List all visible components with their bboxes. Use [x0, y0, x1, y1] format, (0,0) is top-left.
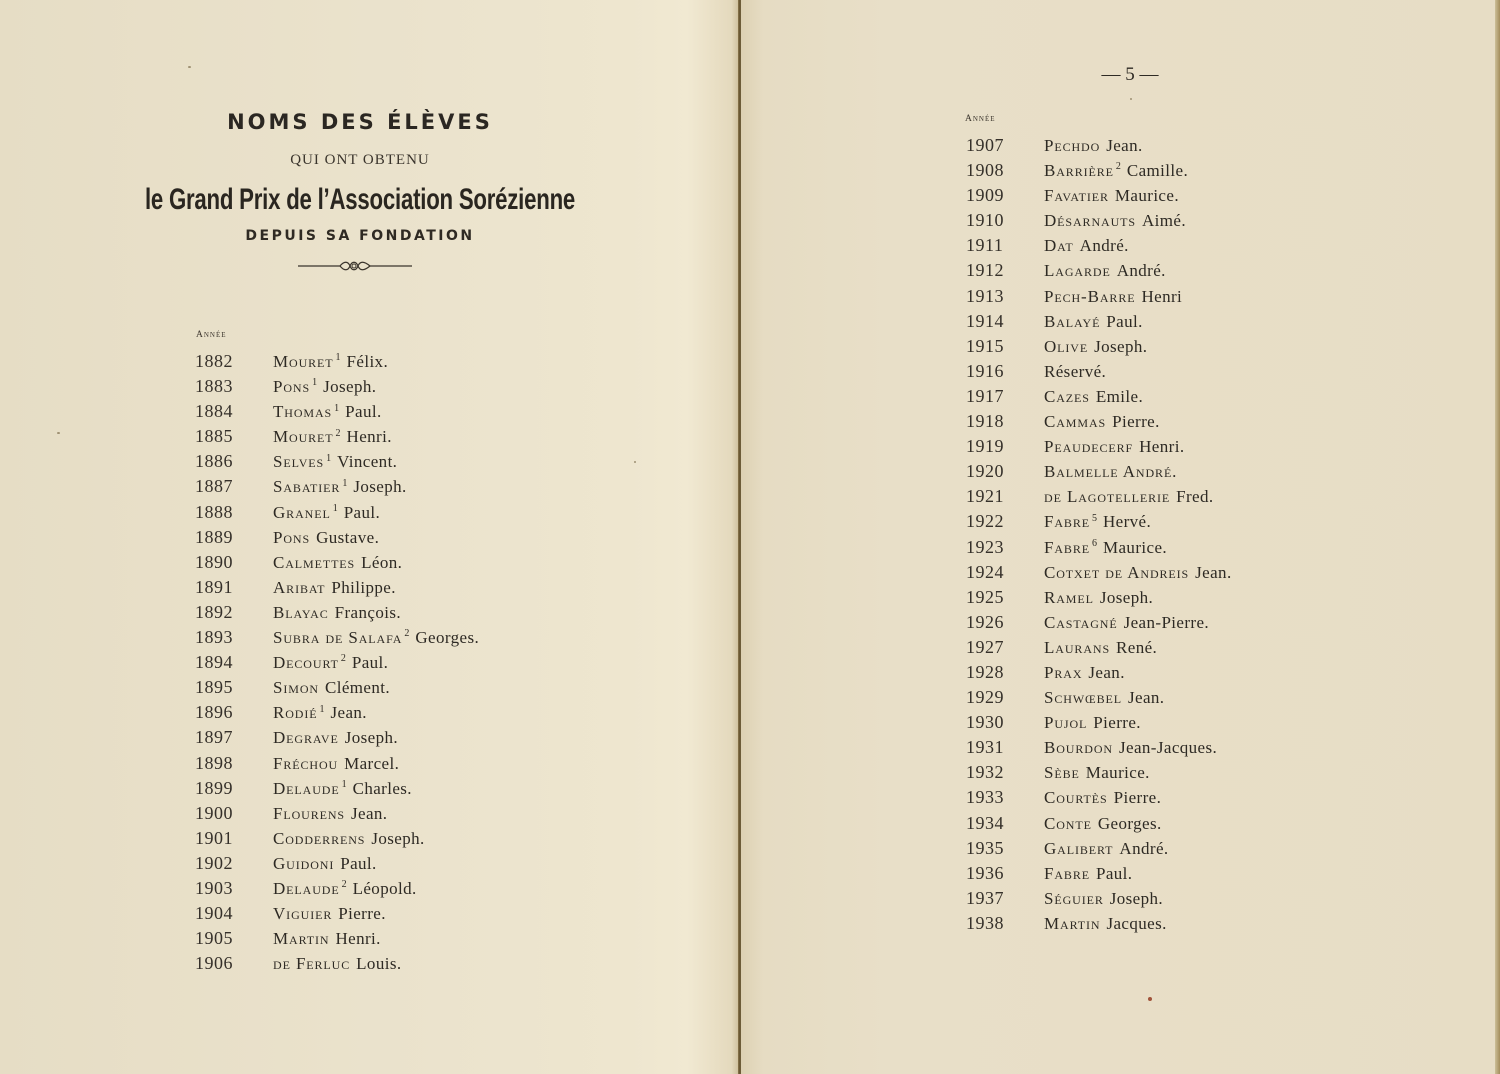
entry-year: 1914 — [966, 310, 1004, 331]
entry-name — [1044, 208, 1186, 233]
entry-given-name: Pierre. — [338, 904, 386, 924]
heading-grand-prix: le Grand Prix de l’Association Sorézienne — [144, 183, 576, 216]
entry-given-name: Jean. — [1106, 136, 1143, 155]
entry-name — [1044, 560, 1232, 585]
entry-surname: Galibert — [1044, 838, 1114, 858]
entry-name — [1044, 785, 1161, 810]
entry-footnote-marker: 2 — [341, 879, 347, 891]
entry-surname: Cazes — [1044, 386, 1090, 406]
heading-qui-ont-obtenu: QUI ONT OBTENU — [290, 152, 430, 168]
entry-surname: Favatier — [1044, 186, 1109, 206]
entry-name — [273, 926, 381, 951]
entry-given-name: Léon. — [361, 552, 403, 572]
entry-year: 1930 — [966, 712, 1004, 733]
entry-surname: Calmettes — [273, 552, 356, 572]
entry-name — [1044, 610, 1209, 635]
left-page — [0, 0, 739, 1074]
entry-given-name: Georges. — [1097, 813, 1162, 833]
entry-surname: Pechdo — [1044, 136, 1101, 155]
entry-surname: Fabre — [1044, 863, 1090, 883]
entry-year: 1892 — [195, 601, 233, 622]
entry-given-name: Paul. — [1095, 863, 1133, 883]
entry-name — [1044, 133, 1143, 158]
entry-given-name: Joseph. — [323, 377, 377, 397]
entry-footnote-marker: 5 — [1091, 512, 1097, 524]
entry-surname: Delaude — [273, 778, 340, 798]
entry-name — [1044, 836, 1169, 861]
entry-year: 1889 — [195, 526, 233, 547]
entry-footnote-marker: 1 — [332, 502, 338, 514]
entry-surname: Viguier — [273, 904, 333, 924]
entry-given-name: François. — [334, 602, 402, 622]
entry-year: 1908 — [966, 160, 1004, 181]
entry-surname: Ramel — [1044, 587, 1094, 607]
paper-speck — [1130, 98, 1132, 100]
entry-surname: Pujol — [1044, 713, 1088, 733]
entry-surname: Laurans — [1044, 637, 1111, 657]
entry-surname: Prax — [1044, 662, 1083, 682]
entry-given-name: Jean. — [1128, 688, 1165, 708]
entry-surname: Subra de Salafa — [273, 628, 403, 648]
entry-given-name: Jacques. — [1106, 913, 1167, 933]
entry-year: 1921 — [966, 486, 1004, 507]
entry-year: 1926 — [966, 611, 1004, 632]
entry-surname: Rodié — [273, 703, 318, 723]
entry-surname: Cotxet de Andreis — [1044, 562, 1190, 582]
entry-name — [1044, 585, 1153, 610]
entry-year: 1911 — [966, 235, 1004, 256]
entry-given-name: André. — [1119, 838, 1169, 858]
entry-given-name: Paul. — [343, 502, 381, 522]
entry-name — [1044, 183, 1179, 208]
paper-speck — [188, 66, 191, 68]
entry-name — [273, 650, 388, 675]
entry-surname: Dat — [1044, 236, 1074, 256]
entry-year: 1896 — [195, 702, 233, 723]
entry-year: 1933 — [966, 787, 1004, 808]
heading-depuis-sa-fondation: DEPUIS SA FONDATION — [245, 228, 475, 244]
entry-year: 1928 — [966, 661, 1004, 682]
entry-footnote-marker: 2 — [1115, 161, 1121, 173]
column-label-annee: Année — [965, 114, 996, 124]
entry-given-name: Philippe. — [331, 577, 396, 597]
entry-name — [273, 424, 392, 449]
entry-surname: Delaude — [273, 878, 340, 898]
entry-year: 1905 — [195, 928, 233, 949]
entry-given-name: Joseph. — [1099, 587, 1154, 607]
entry-given-name: Paul. — [340, 853, 377, 873]
entry-surname: Pech-Barre — [1044, 286, 1136, 306]
entry-year: 1886 — [195, 451, 233, 472]
entry-given-name: Léopold. — [352, 878, 417, 898]
entry-given-name: Jean. — [351, 803, 388, 823]
entry-name — [273, 575, 396, 600]
entry-surname: Balmelle André. — [1044, 462, 1178, 482]
entry-year: 1923 — [966, 536, 1004, 557]
entry-surname: Courtès — [1044, 788, 1108, 808]
entry-surname: Peaudecerf — [1044, 437, 1134, 457]
entry-year: 1916 — [966, 360, 1004, 381]
entry-surname: Balayé — [1044, 311, 1101, 331]
entry-surname: Selves — [273, 452, 325, 472]
entry-footnote-marker: 6 — [1091, 537, 1097, 549]
page-number: — 5 — — [1101, 64, 1159, 85]
entry-footnote-marker: 1 — [334, 402, 340, 414]
entry-surname: Castagné — [1044, 612, 1118, 632]
entry-footnote-marker: 1 — [319, 703, 325, 715]
entry-name — [1044, 233, 1129, 258]
entry-surname: Thomas — [273, 402, 333, 422]
entry-year: 1888 — [195, 501, 233, 522]
entry-name — [273, 700, 367, 725]
entry-year: 1901 — [195, 827, 233, 848]
entry-year: 1934 — [966, 812, 1004, 833]
entry-year: 1937 — [966, 887, 1004, 908]
entry-surname: Sèbe — [1044, 763, 1080, 783]
entry-given-name: Emile. — [1095, 386, 1144, 406]
entry-name — [1044, 911, 1167, 936]
entry-surname: Martin — [1044, 913, 1101, 933]
entry-name — [273, 500, 380, 525]
entry-year: 1906 — [195, 953, 233, 974]
entry-name — [1044, 384, 1143, 409]
entry-surname: de Lagotellerie — [1044, 487, 1171, 507]
entry-name — [273, 675, 390, 700]
entry-name — [273, 851, 377, 876]
entry-name — [273, 901, 386, 926]
entry-surname: Flourens — [273, 803, 345, 823]
entry-footnote-marker: 1 — [335, 352, 341, 364]
entry-surname: Fabre — [1044, 512, 1090, 532]
entry-year: 1907 — [966, 135, 1004, 155]
heading-noms-des-eleves: NOMS DES ÉLÈVES — [227, 110, 493, 134]
entry-year: 1899 — [195, 777, 233, 798]
entry-year: 1920 — [966, 461, 1004, 482]
entry-name — [273, 951, 402, 976]
entry-year: 1912 — [966, 260, 1004, 281]
entry-footnote-marker: 1 — [342, 477, 348, 489]
entry-given-name: Joseph. — [1094, 336, 1148, 356]
entry-name — [273, 349, 388, 374]
entry-name — [1044, 535, 1167, 560]
entry-given-name: Pierre. — [1112, 412, 1160, 432]
entry-year: 1885 — [195, 426, 233, 447]
entry-year: 1929 — [966, 687, 1004, 708]
entry-given-name: Jean. — [1088, 662, 1125, 682]
entry-surname: Désarnauts — [1044, 211, 1136, 231]
entry-year: 1935 — [966, 837, 1004, 858]
entry-name — [273, 776, 412, 801]
entry-year: 1893 — [195, 627, 233, 648]
entry-year: 1931 — [966, 737, 1004, 758]
entry-year: 1900 — [195, 802, 233, 823]
entry-year: 1915 — [966, 335, 1004, 356]
entry-name — [273, 600, 401, 625]
entry-given-name: Henri. — [346, 427, 392, 447]
entry-given-name: André. — [1116, 261, 1166, 281]
paper-speck — [1148, 997, 1152, 1001]
entry-given-name: Joseph. — [344, 728, 399, 748]
entry-name — [273, 525, 379, 550]
entry-name — [1044, 760, 1150, 785]
column-label-annee: Année — [196, 330, 227, 340]
entry-given-name: Aimé. — [1141, 211, 1186, 231]
entry-year: 1903 — [195, 877, 233, 898]
entry-given-name: Joseph. — [1109, 888, 1164, 908]
entry-given-name: Jean-Jacques. — [1118, 738, 1218, 758]
entry-year: 1913 — [966, 285, 1004, 306]
entry-surname: Decourt — [273, 653, 339, 673]
entry-surname: Blayac — [273, 602, 329, 622]
entry-year: 1917 — [966, 385, 1004, 406]
entry-name — [1044, 434, 1184, 459]
entry-name — [1044, 158, 1188, 183]
entry-year: 1897 — [195, 727, 233, 748]
entry-surname: Guidoni — [273, 853, 335, 873]
entry-given-name: Fred. — [1176, 487, 1214, 507]
entry-year: 1898 — [195, 752, 233, 773]
entry-year: 1891 — [195, 576, 233, 597]
entry-year: 1927 — [966, 636, 1004, 657]
entry-surname: Fabre — [1044, 537, 1090, 557]
entry-year: 1902 — [195, 852, 233, 873]
entry-name — [273, 449, 397, 474]
entry-footnote-marker: 1 — [312, 377, 318, 389]
entry-given-name: Maurice. — [1085, 763, 1150, 783]
entry-given-name: Maurice. — [1102, 537, 1168, 557]
entry-given-name: Maurice. — [1114, 186, 1179, 206]
entry-footnote-marker: 2 — [335, 427, 341, 439]
entry-given-name: Pierre. — [1093, 713, 1141, 733]
entry-year: 1895 — [195, 677, 233, 698]
entry-year: 1883 — [195, 376, 233, 397]
entry-year: 1924 — [966, 561, 1004, 582]
entry-given-name: Jean-Pierre. — [1123, 612, 1210, 632]
entry-name — [1044, 811, 1162, 836]
entry-surname: Barrière — [1044, 161, 1114, 181]
entry-name — [1044, 309, 1143, 334]
entry-name — [1044, 484, 1214, 509]
entry-name — [1044, 284, 1182, 309]
entry-year: 1936 — [966, 862, 1004, 883]
entry-surname: Granel — [273, 502, 331, 522]
entry-given-name: Pierre. — [1113, 788, 1162, 808]
entry-name — [273, 876, 417, 901]
entry-footnote-marker: 1 — [341, 778, 347, 790]
entry-given-name: André. — [1079, 236, 1129, 256]
entry-year: 1904 — [195, 903, 233, 924]
paper-speck — [57, 432, 60, 434]
entry-surname: Simon — [273, 678, 319, 698]
entry-given-name: Paul. — [345, 402, 382, 422]
entry-surname: Sabatier — [273, 477, 341, 497]
entry-year: 1909 — [966, 185, 1004, 206]
entry-surname: Cammas — [1044, 412, 1107, 432]
entry-given-name: Joseph. — [353, 477, 407, 497]
entry-surname: Pons — [273, 527, 311, 547]
entry-footnote-marker: 2 — [404, 628, 410, 640]
entry-surname: Lagarde — [1044, 261, 1111, 281]
entry-surname: Pons — [273, 377, 311, 397]
entry-year: 1925 — [966, 586, 1004, 607]
entry-name — [273, 399, 382, 424]
entry-name — [1044, 861, 1132, 886]
entry-surname: Schwœbel — [1044, 688, 1122, 708]
entry-name — [1044, 710, 1141, 735]
entry-given-name: Henri — [1141, 286, 1183, 306]
entry-surname: Bourdon — [1044, 738, 1113, 758]
entry-year: 1932 — [966, 762, 1004, 783]
entry-name — [1044, 735, 1217, 760]
entry-given-name: Camille. — [1126, 161, 1189, 181]
entry-name — [1044, 459, 1177, 484]
entry-given-name: Joseph. — [371, 828, 425, 848]
entry-year: 1919 — [966, 436, 1004, 457]
entry-surname: Séguier — [1044, 888, 1104, 908]
entry-year: 1884 — [195, 401, 233, 422]
entry-name — [273, 625, 479, 650]
entry-name — [1044, 359, 1106, 384]
entry-name — [273, 751, 399, 776]
entry-given-name: Paul. — [351, 653, 389, 673]
entry-name — [273, 550, 402, 575]
entry-given-name: Marcel. — [344, 753, 400, 773]
entry-given-name: Jean. — [1195, 562, 1232, 582]
entry-name — [273, 374, 376, 399]
entry-name — [273, 826, 425, 851]
entry-name — [1044, 660, 1125, 685]
entry-surname: Martin — [273, 929, 330, 949]
entry-name — [1044, 334, 1147, 359]
page-edge — [1495, 0, 1500, 1074]
entry-name — [1044, 258, 1166, 283]
entry-given-name: Vincent. — [337, 452, 398, 472]
entry-given-name: Hervé. — [1102, 512, 1152, 532]
entry-year: 1887 — [195, 476, 233, 497]
entry-given-name: Clément. — [324, 678, 391, 698]
entry-year: 1938 — [966, 912, 1004, 933]
entry-year: 1882 — [195, 351, 233, 371]
ornament-rule-icon — [298, 258, 412, 274]
entry-given-name: Jean. — [330, 703, 367, 723]
entry-given-name: Georges. — [415, 628, 480, 648]
entry-year: 1890 — [195, 551, 233, 572]
entry-surname: Mouret — [273, 352, 334, 371]
entry-name — [273, 801, 387, 826]
entry-surname: Conte — [1044, 813, 1092, 833]
entry-name — [1044, 685, 1164, 710]
entry-name — [1044, 509, 1151, 534]
entry-footnote-marker: 2 — [340, 653, 346, 665]
entry-given-name: René. — [1116, 637, 1158, 657]
entry-surname: Degrave — [273, 728, 339, 748]
entry-given-name: Réservé. — [1044, 361, 1107, 381]
entry-name — [273, 474, 407, 499]
entry-footnote-marker: 1 — [326, 452, 332, 464]
entry-year: 1922 — [966, 511, 1004, 532]
entry-name — [273, 725, 398, 750]
entry-given-name: Henri. — [1139, 437, 1185, 457]
entry-year: 1910 — [966, 210, 1004, 231]
entry-surname: Fréchou — [273, 753, 339, 773]
entry-surname: Olive — [1044, 336, 1089, 356]
entry-given-name: Charles. — [352, 778, 412, 798]
entry-given-name: Gustave. — [316, 527, 380, 547]
entry-name — [1044, 635, 1157, 660]
entry-name — [1044, 886, 1163, 911]
entry-given-name: Félix. — [346, 352, 389, 371]
entry-given-name: Louis. — [356, 954, 402, 974]
entry-surname: Codderrens — [273, 828, 366, 848]
entry-surname: de Ferluc — [273, 954, 351, 974]
entry-surname: Aribat — [273, 577, 326, 597]
entry-surname: Mouret — [273, 427, 334, 447]
entry-given-name: Paul. — [1106, 311, 1143, 331]
entry-year: 1894 — [195, 652, 233, 673]
paper-speck — [634, 461, 636, 463]
entry-year: 1918 — [966, 411, 1004, 432]
entry-name — [1044, 409, 1160, 434]
entry-given-name: Henri. — [335, 929, 381, 949]
